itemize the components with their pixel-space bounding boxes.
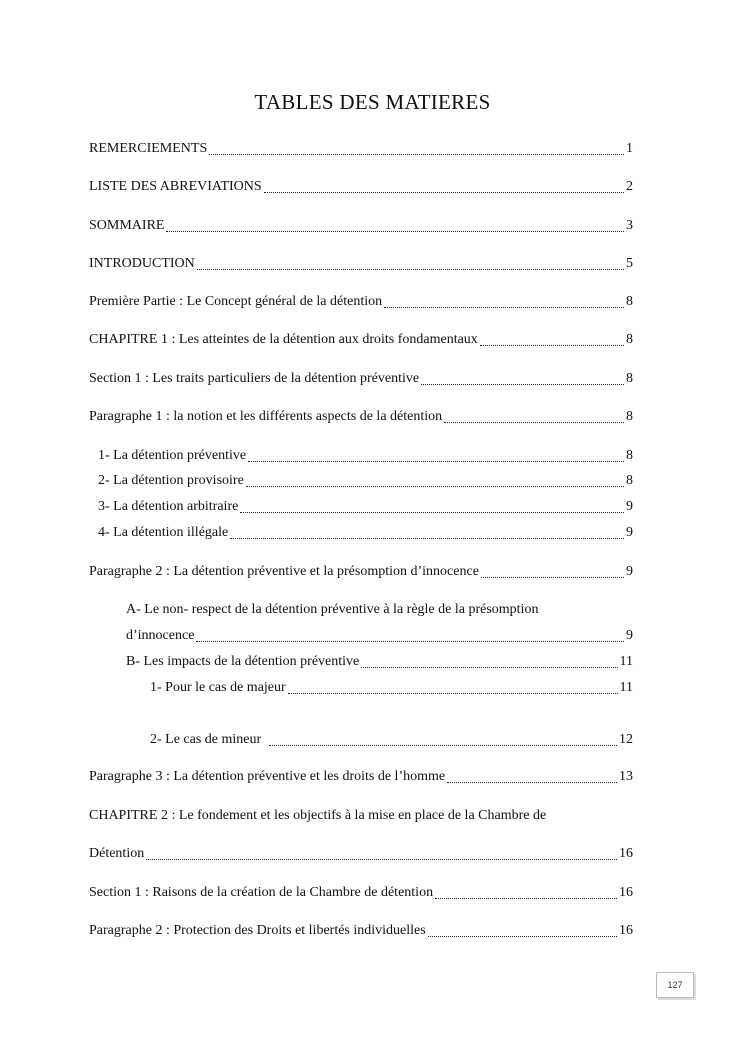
- toc-entry-label: B- Les impacts de la détention préventive: [126, 654, 360, 669]
- toc-entry-label: d’innocence: [126, 628, 195, 643]
- toc-entry[interactable]: [89, 409, 633, 425]
- dot-leader: [230, 537, 624, 539]
- toc-entry[interactable]: [89, 218, 633, 234]
- dot-leader: [288, 692, 618, 694]
- dot-leader: [246, 485, 624, 487]
- toc-entry-page: 2: [626, 179, 633, 194]
- toc-entry-label: SOMMAIRE: [89, 218, 165, 233]
- dot-leader: [435, 897, 617, 899]
- toc-entry-page: 8: [626, 371, 633, 386]
- dot-leader: [269, 744, 617, 746]
- toc-entry-label: 2- Le cas de mineur: [150, 732, 262, 747]
- toc-entry[interactable]: [126, 628, 633, 644]
- toc-entry[interactable]: [98, 499, 633, 515]
- toc-entry-page: 13: [619, 769, 633, 784]
- dot-leader: [196, 640, 624, 642]
- dot-leader: [444, 421, 624, 423]
- toc-entry-page: 9: [626, 628, 633, 643]
- toc-entry-label: 1- La détention préventive: [98, 448, 247, 463]
- toc-entry-page: 8: [626, 409, 633, 424]
- toc-entry[interactable]: [89, 564, 633, 580]
- toc-entry[interactable]: [89, 846, 633, 862]
- toc-entry-label: INTRODUCTION: [89, 256, 195, 271]
- dot-leader: [146, 858, 617, 860]
- toc-entry-label: Paragraphe 2 : Protection des Droits et libertés individuelles: [89, 923, 426, 938]
- toc-entry-label: Détention: [89, 846, 145, 861]
- toc-entry-label: Paragraphe 1 : la notion et les différents aspects de la détention: [89, 409, 443, 424]
- toc-entry-page: 8: [626, 473, 633, 488]
- toc-entry[interactable]: [150, 680, 633, 696]
- toc-entry[interactable]: [89, 371, 633, 387]
- toc-entry-label: Première Partie : Le Concept général de la détention: [89, 294, 383, 309]
- dot-leader: [361, 666, 617, 668]
- toc-entry-label: 3- La détention arbitraire: [98, 499, 239, 514]
- toc-entry[interactable]: [98, 448, 633, 464]
- dot-leader: [481, 576, 624, 578]
- dot-leader: [166, 230, 624, 232]
- page-title: TABLES DES MATIERES: [254, 90, 491, 114]
- toc-entry-page: 11: [619, 680, 633, 695]
- dot-leader: [428, 935, 617, 937]
- toc-entry-page: 8: [626, 448, 633, 463]
- toc-entry-page: 3: [626, 218, 633, 233]
- toc-entry[interactable]: [89, 294, 633, 310]
- toc-entry-page: 9: [626, 499, 633, 514]
- page-number: 127: [656, 972, 694, 998]
- toc-entry-page: 8: [626, 294, 633, 309]
- toc-entry-page: 11: [619, 654, 633, 669]
- toc-entry[interactable]: [89, 923, 633, 939]
- toc-entry[interactable]: [89, 769, 633, 785]
- toc-entry[interactable]: [89, 141, 633, 157]
- toc-entry-label: Paragraphe 2 : La détention préventive et la présomption d’innocence: [89, 564, 479, 579]
- toc-entry-page: 8: [626, 332, 633, 347]
- toc-entry[interactable]: [89, 885, 633, 901]
- toc-entry-page: 12: [619, 732, 633, 747]
- toc-entry-label: CHAPITRE 2 : Le fondement et les objectifs à la mise en place de la Chambre de: [89, 808, 547, 823]
- toc-entry-label: 1- Pour le cas de majeur: [150, 680, 286, 695]
- toc-entry-label: 4- La détention illégale: [98, 525, 229, 540]
- toc-entry[interactable]: [89, 179, 633, 195]
- toc-entry-label: A- Le non- respect de la détention préventive à la règle de la présomption: [126, 602, 539, 617]
- toc-entry-page: 16: [619, 923, 633, 938]
- toc-entry[interactable]: [150, 732, 633, 748]
- toc-entry-label: Section 1 : Les traits particuliers de la détention préventive: [89, 371, 420, 386]
- dot-leader: [240, 511, 624, 513]
- toc-entry[interactable]: [98, 473, 633, 489]
- dot-leader: [197, 268, 624, 270]
- toc-entry[interactable]: [89, 256, 633, 272]
- toc-entry[interactable]: [89, 332, 633, 348]
- dot-leader: [264, 191, 624, 193]
- toc-entry-label: Section 1 : Raisons de la création de la Chambre de détention: [89, 885, 434, 900]
- toc-entry-page: 9: [626, 525, 633, 540]
- toc-entry-page: 9: [626, 564, 633, 579]
- dot-leader: [421, 383, 624, 385]
- toc-entry-page: 5: [626, 256, 633, 271]
- toc-entry-label: Paragraphe 3 : La détention préventive et les droits de l’homme: [89, 769, 446, 784]
- toc-entry-label: 2- La détention provisoire: [98, 473, 244, 488]
- toc-entry-page: 16: [619, 885, 633, 900]
- toc-entry-page: 16: [619, 846, 633, 861]
- dot-leader: [480, 344, 624, 346]
- toc-entry[interactable]: [98, 525, 633, 541]
- dot-leader: [447, 781, 617, 783]
- toc-entry[interactable]: [126, 654, 633, 670]
- toc-entry-label: CHAPITRE 1 : Les atteintes de la détention aux droits fondamentaux: [89, 332, 478, 347]
- dot-leader: [384, 306, 624, 308]
- dot-leader: [248, 460, 624, 462]
- toc-entry-page: 1: [626, 141, 633, 156]
- dot-leader: [209, 153, 624, 155]
- toc-entry-label: LISTE DES ABREVIATIONS: [89, 179, 262, 194]
- toc-entry-label: REMERCIEMENTS: [89, 141, 208, 156]
